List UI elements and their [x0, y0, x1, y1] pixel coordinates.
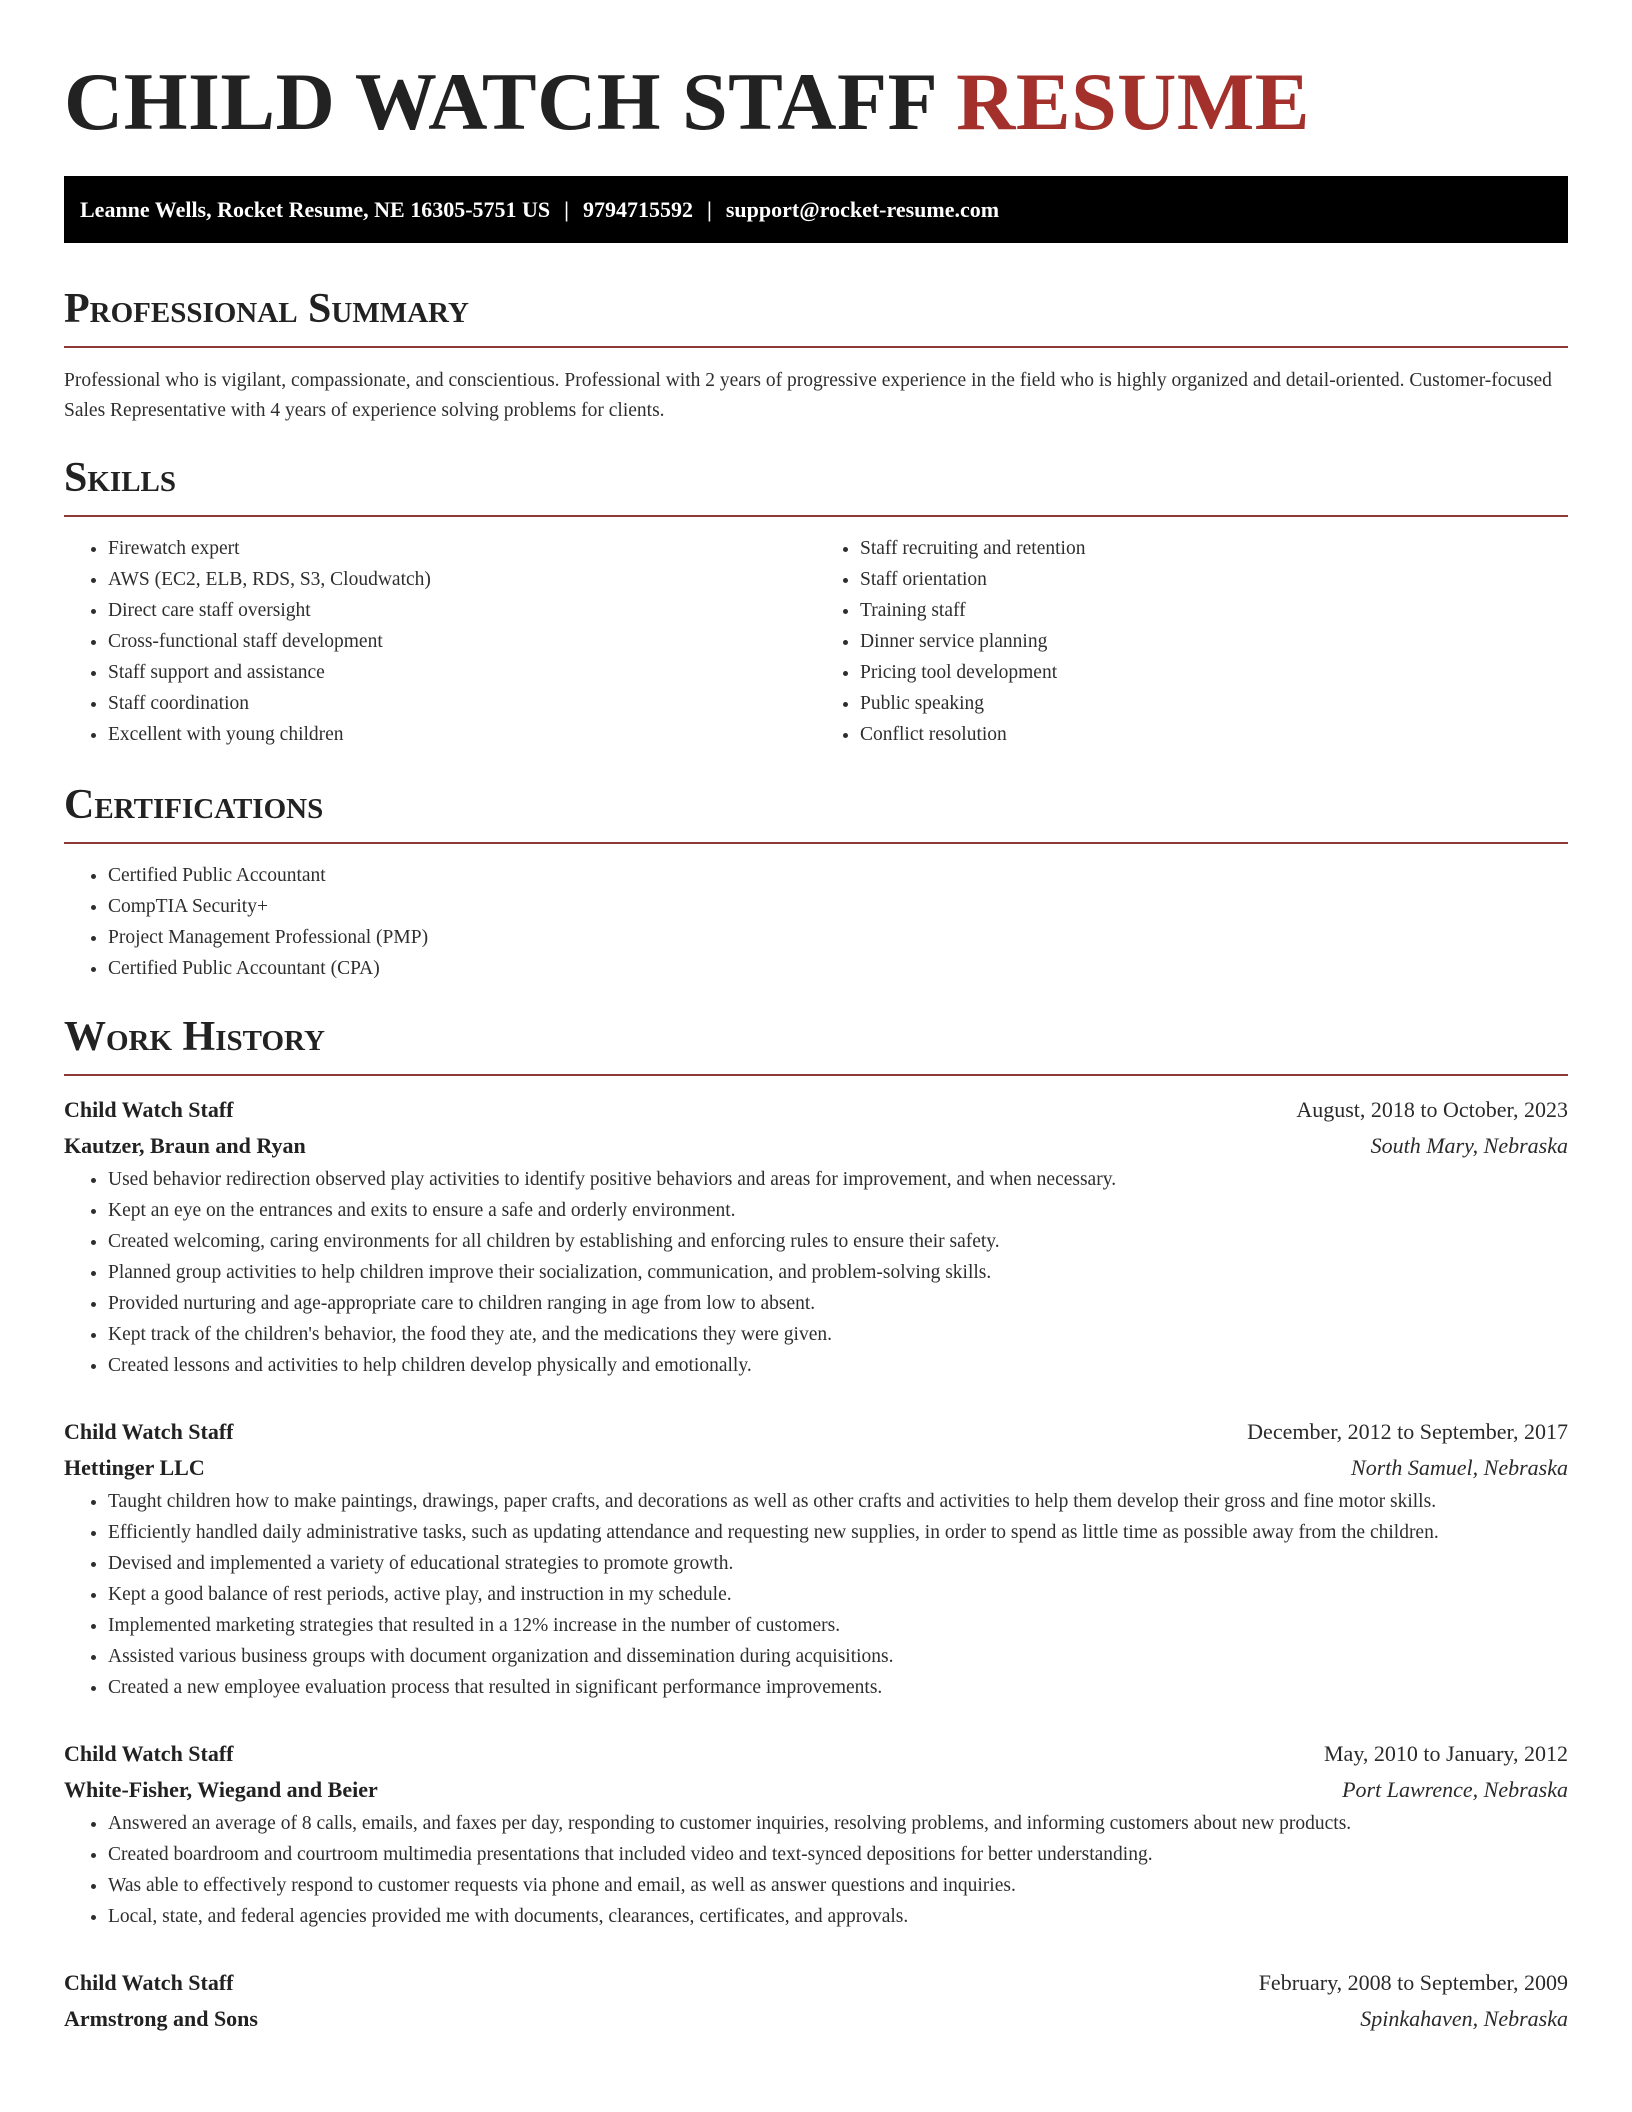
- job-company: Hettinger LLC: [64, 1455, 205, 1480]
- job-subheader: [64, 1128, 1568, 1164]
- section-divider: [64, 346, 1568, 348]
- job-bullet: • Devised and implemented a variety of educational strategies to promote growth.: [108, 1548, 1568, 1579]
- job-bullet: • Planned group activities to help children improve their socialization, communication, and problem-solving skills.: [108, 1257, 1568, 1288]
- skills-section: [64, 453, 1568, 750]
- contact-email: support@rocket-resume.com: [725, 197, 1000, 222]
- job-bullet: • Was able to effectively respond to customer requests via phone and email, as well as answer questions and inquiries.: [108, 1870, 1568, 1901]
- title-accent: RESUME: [956, 56, 1310, 147]
- certification-item: • Certified Public Accountant (CPA): [108, 953, 1568, 984]
- skill-item: • Direct care staff oversight: [108, 595, 816, 626]
- resume-title: [64, 0, 1568, 148]
- job-dates: December, 2012 to September, 2017: [1247, 1419, 1568, 1444]
- job-title: Child Watch Staff: [64, 1419, 234, 1444]
- job-bullet: • Provided nurturing and age-appropriate care to children ranging in age from low to absent.: [108, 1288, 1568, 1319]
- job-bullet: • Taught children how to make paintings, drawings, paper crafts, and decorations as well as other crafts and activities to help them develop their gross and fine motor skills.: [108, 1486, 1568, 1517]
- skill-item: • Public speaking: [860, 688, 1568, 719]
- skill-item: • Staff coordination: [108, 688, 816, 719]
- job-bullet: • Created welcoming, caring environments for all children by establishing and enforcing rules to ensure their safety.: [108, 1226, 1568, 1257]
- skill-item: • Staff recruiting and retention: [860, 533, 1568, 564]
- skill-item: • Staff orientation: [860, 564, 1568, 595]
- summary-text: Professional who is vigilant, compassionate, and conscientious. Professional with 2 years of progressive experience in the field who is highly organized and detail-oriented. Customer-focused Sales Representative with 4 years of experience solving problems for clients.: [64, 370, 1552, 421]
- job-dates: August, 2018 to October, 2023: [1296, 1097, 1568, 1122]
- skill-item: • Conflict resolution: [860, 719, 1568, 750]
- work-history-section: [64, 1012, 1568, 2037]
- job-location: North Samuel, Nebraska: [1351, 1455, 1568, 1480]
- certification-item: • Project Management Professional (PMP): [108, 922, 1568, 953]
- job-location: Port Lawrence, Nebraska: [1342, 1777, 1568, 1802]
- job-bullet: • Created boardroom and courtroom multimedia presentations that included video and text-synced depositions for better understanding.: [108, 1839, 1568, 1870]
- job-bullet: • Created a new employee evaluation process that resulted in significant performance improvements.: [108, 1672, 1568, 1703]
- job-bullet: • Efficiently handled daily administrative tasks, such as updating attendance and requesting new supplies, in order to spend as little time as possible away from the children.: [108, 1517, 1568, 1548]
- job-header: [64, 1092, 1568, 1128]
- job-location: South Mary, Nebraska: [1370, 1133, 1568, 1158]
- skills-list-right: [816, 533, 1568, 750]
- job-subheader: [64, 1772, 1568, 1808]
- job-subheader: [64, 2001, 1568, 2037]
- skill-item: • Dinner service planning: [860, 626, 1568, 657]
- contact-phone: 9794715592: [583, 197, 694, 222]
- certification-item: • CompTIA Security+: [108, 891, 1568, 922]
- skill-item: • AWS (EC2, ELB, RDS, S3, Cloudwatch): [108, 564, 816, 595]
- job-bullet: • Kept track of the children's behavior, the food they ate, and the medications they were given.: [108, 1319, 1568, 1350]
- contact-bar: [64, 176, 1568, 243]
- resume-page: [64, 0, 1568, 2037]
- job-bullet: • Used behavior redirection observed play activities to identify positive behaviors and areas for improvement, and when necessary.: [108, 1164, 1568, 1195]
- job-bullet: • Kept a good balance of rest periods, active play, and instruction in my schedule.: [108, 1579, 1568, 1610]
- certifications-section: [64, 780, 1568, 984]
- contact-separator: |: [707, 197, 712, 222]
- job-bullet: • Local, state, and federal agencies provided me with documents, clearances, certificates, and approvals.: [108, 1901, 1568, 1932]
- job-dates: May, 2010 to January, 2012: [1324, 1741, 1568, 1766]
- skill-item: • Staff support and assistance: [108, 657, 816, 688]
- skill-item: • Training staff: [860, 595, 1568, 626]
- job-header: [64, 1965, 1568, 2001]
- job-bullet: • Assisted various business groups with document organization and dissemination during acquisitions.: [108, 1641, 1568, 1672]
- job-bullet: • Created lessons and activities to help children develop physically and emotionally.: [108, 1350, 1568, 1381]
- job-title: Child Watch Staff: [64, 1741, 234, 1766]
- job-bullet: • Answered an average of 8 calls, emails, and faxes per day, responding to customer inquiries, resolving problems, and informing customers about new products.: [108, 1808, 1568, 1839]
- job-entry: [64, 1736, 1568, 1932]
- job-title: Child Watch Staff: [64, 1970, 234, 1995]
- section-divider: [64, 842, 1568, 844]
- contact-address: Leanne Wells, Rocket Resume, NE 16305-5751 US: [80, 197, 551, 222]
- summary-section: [64, 284, 1568, 426]
- skill-item: • Firewatch expert: [108, 533, 816, 564]
- job-location: Spinkahaven, Nebraska: [1360, 2006, 1568, 2031]
- skill-item: • Pricing tool development: [860, 657, 1568, 688]
- job-bullets: [64, 1808, 1568, 1932]
- skills-grid: [64, 533, 1568, 750]
- title-main: CHILD WATCH STAFF: [64, 56, 957, 147]
- job-company: Armstrong and Sons: [64, 2006, 258, 2031]
- job-bullets: [64, 1486, 1568, 1703]
- job-title: Child Watch Staff: [64, 1097, 234, 1122]
- job-entry: [64, 1965, 1568, 2037]
- job-bullet: • Implemented marketing strategies that resulted in a 12% increase in the number of customers.: [108, 1610, 1568, 1641]
- skills-heading: Skills: [64, 455, 177, 501]
- certifications-list: [64, 860, 1568, 984]
- contact-separator: |: [564, 197, 570, 222]
- job-entry: [64, 1414, 1568, 1703]
- certifications-heading: Certifications: [64, 782, 324, 828]
- section-divider: [64, 515, 1568, 517]
- job-company: Kautzer, Braun and Ryan: [64, 1133, 306, 1158]
- job-company: White-Fisher, Wiegand and Beier: [64, 1777, 378, 1802]
- job-bullet: • Kept an eye on the entrances and exits to ensure a safe and orderly environment.: [108, 1195, 1568, 1226]
- skills-list-left: [64, 533, 816, 750]
- section-divider: [64, 1074, 1568, 1076]
- work-history-heading: Work History: [64, 1014, 325, 1060]
- job-header: [64, 1414, 1568, 1450]
- summary-heading: Professional Summary: [64, 286, 469, 332]
- job-subheader: [64, 1450, 1568, 1486]
- job-entry: [64, 1092, 1568, 1381]
- job-bullets: [64, 1164, 1568, 1381]
- job-dates: February, 2008 to September, 2009: [1258, 1970, 1568, 1995]
- skill-item: • Cross-functional staff development: [108, 626, 816, 657]
- skill-item: • Excellent with young children: [108, 719, 816, 750]
- certification-item: • Certified Public Accountant: [108, 860, 1568, 891]
- job-header: [64, 1736, 1568, 1772]
